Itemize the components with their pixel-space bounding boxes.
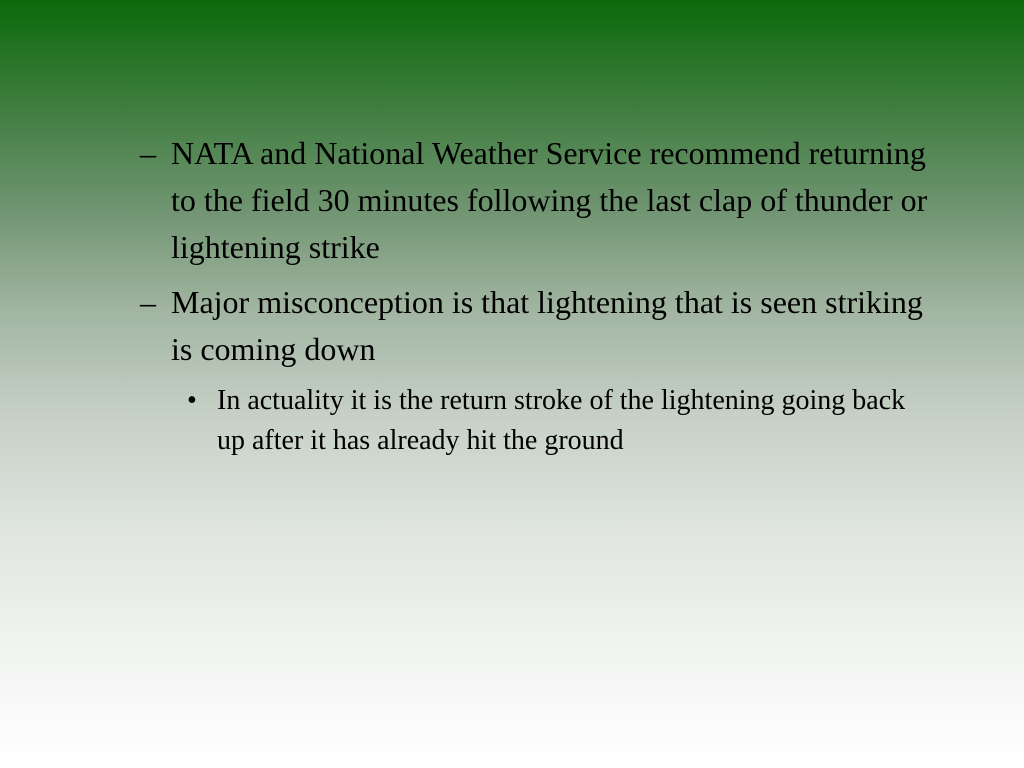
sub-bullet-item-return-stroke bbox=[140, 381, 940, 461]
sub-bullet-text: In actuality it is the return stroke of the lightening going back up after it has already hit the ground bbox=[217, 385, 906, 456]
bullet-text: NATA and National Weather Service recommend returning to the field 30 minutes following the last clap of thunder or lightening strike bbox=[171, 135, 928, 265]
bullet-item-nata bbox=[140, 130, 940, 271]
dash-marker: – bbox=[140, 284, 156, 320]
slide-content bbox=[140, 130, 940, 461]
bullet-marker: • bbox=[187, 385, 197, 416]
dash-marker: – bbox=[140, 135, 156, 171]
bullet-text: Major misconception is that lightening that is seen striking is coming down bbox=[171, 284, 923, 367]
bullet-item-misconception bbox=[140, 279, 940, 373]
